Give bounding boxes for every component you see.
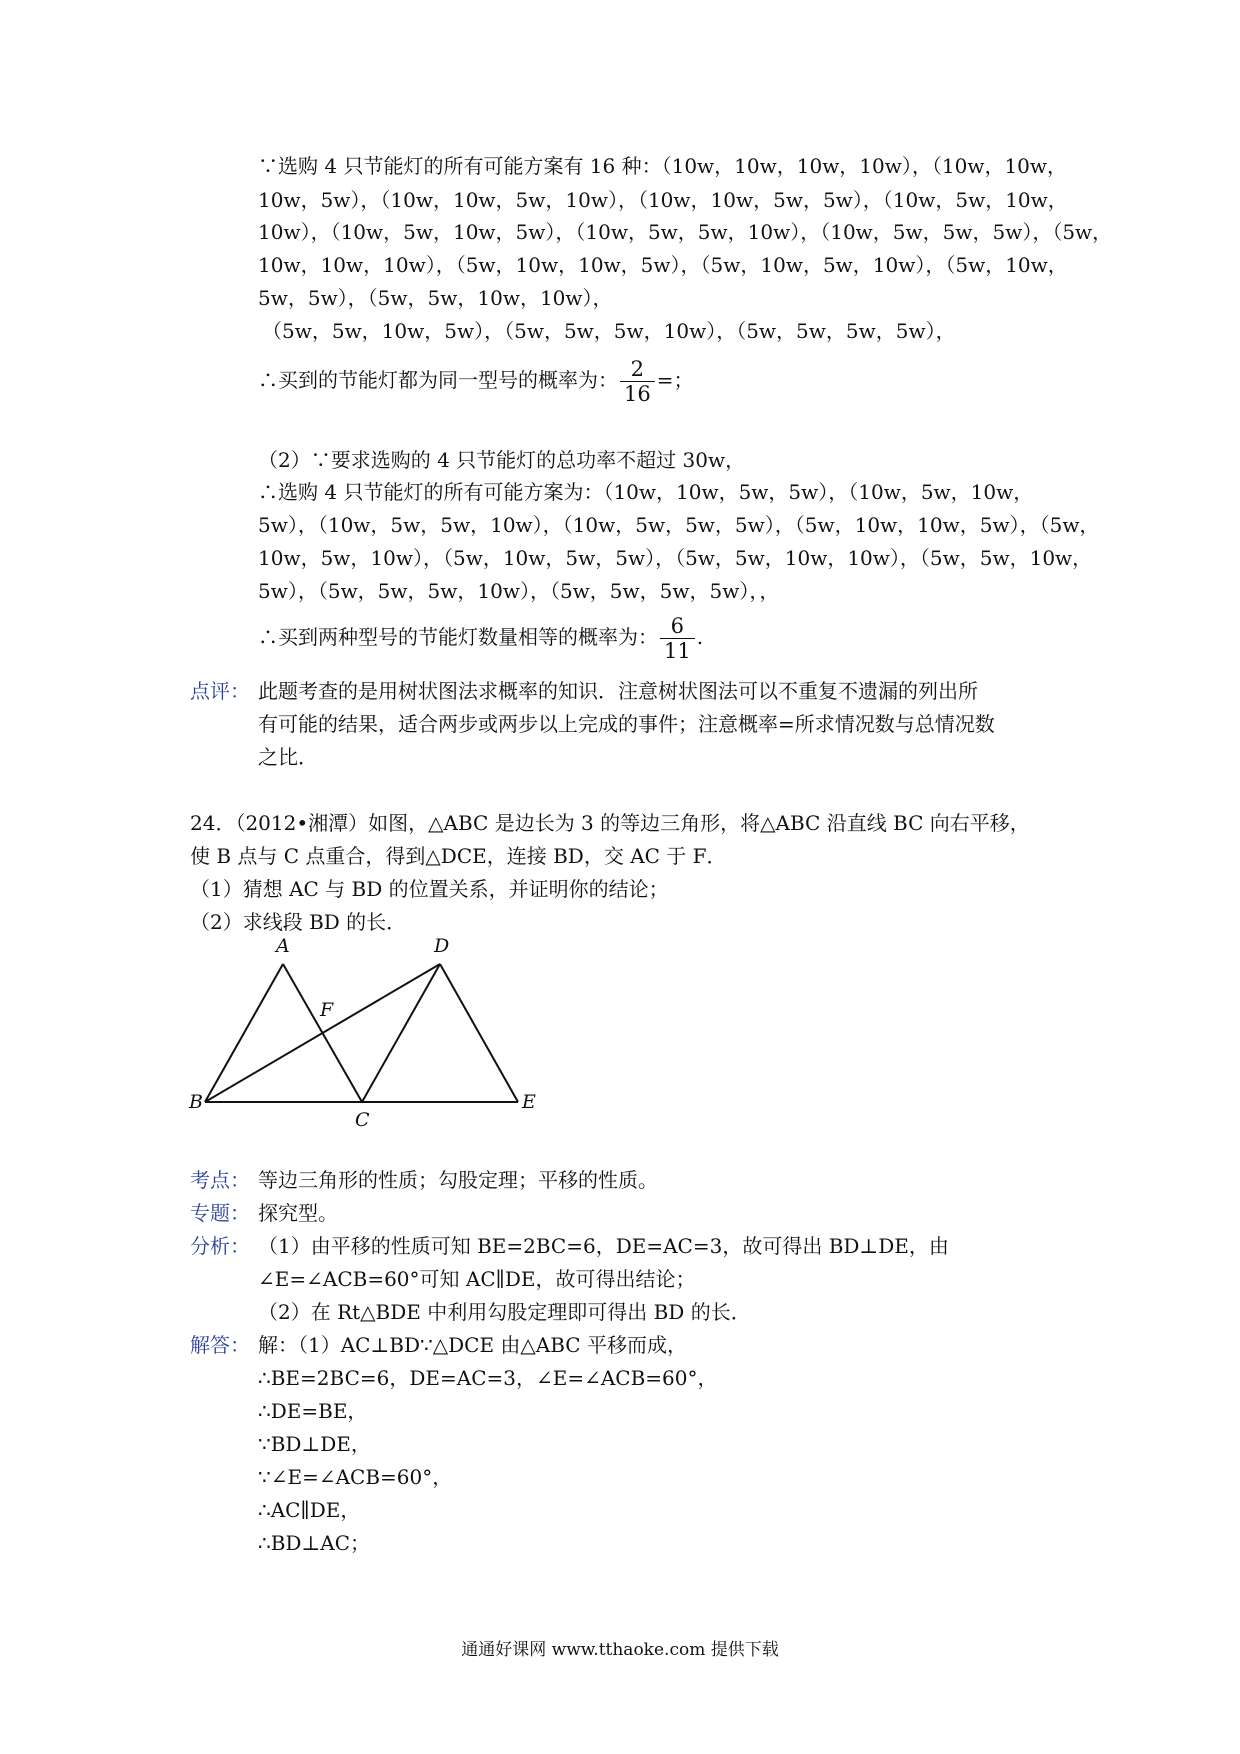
text-line: 5w，5w），（5w，5w，10w，10w）， xyxy=(258,286,613,310)
probability-line-2 xyxy=(258,609,703,665)
after-text: =； xyxy=(656,368,694,392)
fraction-denominator: 11 xyxy=(664,639,691,663)
text-line: 10w，5w，10w），（5w，10w，5w，5w），（5w，5w，10w，10w），（5w，5w，10w， xyxy=(258,546,1093,570)
text-line: 10w），（10w，5w，10w，5w），（10w，5w，5w，10w），（10w，5w，5w，5w），（5w， xyxy=(258,220,1113,244)
after-text: . xyxy=(696,625,704,649)
label-c: C xyxy=(355,1109,370,1131)
jieda-line: ∴DE=BE， xyxy=(258,1399,368,1423)
comment-line: 此题考查的是用树状图法求概率的知识．注意树状图法可以不重复不遗漏的列出所 xyxy=(258,679,978,703)
question-line: 使 B 点与 C 点重合，得到△DCE，连接 BD，交 AC 于 F． xyxy=(190,844,727,868)
question-line: （2）求线段 BD 的长． xyxy=(190,910,407,934)
text-line: （2）∵要求选购的 4 只节能灯的总功率不超过 30w， xyxy=(258,448,746,472)
jieda-line: 解：（1）AC⊥BD∵△DCE 由△ABC 平移而成， xyxy=(258,1333,687,1357)
conclusion-text: ∴买到两种型号的节能灯数量相等的概率为： xyxy=(258,625,658,649)
fraction-numerator: 2 xyxy=(620,357,655,382)
jieda-label: 解答： xyxy=(190,1333,250,1357)
question-line: 24．（2012•湘潭）如图，△ABC 是边长为 3 的等边三角形，将△ABC 沿直线 BC 向右平移， xyxy=(190,811,1030,835)
jieda-line: ∴BE=2BC=6，DE=AC=3，∠E=∠ACB=60°， xyxy=(258,1366,718,1390)
text-line: 10w，10w，10w），（5w，10w，10w，5w），（5w，10w，5w，10w），（5w，10w， xyxy=(258,253,1068,277)
label-d: D xyxy=(434,935,450,957)
jieda-line: ∵∠E=∠ACB=60°， xyxy=(258,1465,453,1489)
zhuanti-text: 探究型。 xyxy=(258,1201,338,1225)
comment-line: 有可能的结果，适合两步或两步以上完成的事件；注意概率=所求情况数与总情况数 xyxy=(258,712,995,736)
page-footer: 通通好课网 www.tthaoke.com 提供下载 xyxy=(461,1640,779,1660)
segment-de xyxy=(440,964,518,1102)
jieda-line: ∴AC∥DE， xyxy=(258,1498,361,1522)
question-line: （1）猜想 AC 与 BD 的位置关系，并证明你的结论； xyxy=(190,877,669,901)
conclusion-text: ∴买到的节能灯都为同一型号的概率为： xyxy=(258,368,618,392)
jieda-line: ∵BD⊥DE， xyxy=(258,1432,371,1456)
fraction-numerator: 6 xyxy=(660,614,695,639)
fenxi-line: （2）在 Rt△BDE 中利用勾股定理即可得出 BD 的长． xyxy=(258,1300,751,1324)
fenxi-line: （1）由平移的性质可知 BE=2BC=6，DE=AC=3，故可得出 BD⊥DE，由 xyxy=(258,1234,949,1258)
text-line: ∴选购 4 只节能灯的所有可能方案为：（10w，10w，5w，5w），（10w，5w，10w， xyxy=(258,480,1034,504)
jieda-line: ∴BD⊥AC； xyxy=(258,1531,371,1555)
fenxi-label: 分析： xyxy=(190,1234,250,1258)
fenxi-line: ∠E=∠ACB=60°可知 AC∥DE，故可得出结论； xyxy=(258,1267,696,1291)
fraction xyxy=(660,614,695,663)
segment-ab xyxy=(205,964,283,1102)
label-a: A xyxy=(276,935,290,957)
segment-bd xyxy=(205,964,440,1102)
kaodian-text: 等边三角形的性质；勾股定理；平移的性质。 xyxy=(258,1168,658,1192)
text-line: ∵选购 4 只节能灯的所有可能方案有 16 种：（10w，10w，10w，10w），（10w，10w， xyxy=(258,154,1068,178)
text-line: 5w），（5w，5w，5w，10w），（5w，5w，5w，5w），， xyxy=(258,579,780,603)
text-line: 5w），（10w，5w，5w，10w），（10w，5w，5w，5w），（5w，10w，10w，5w），（5w， xyxy=(258,513,1100,537)
comment-label: 点评： xyxy=(190,679,250,703)
fraction xyxy=(620,357,655,406)
segment-cd xyxy=(362,964,440,1102)
probability-line-1 xyxy=(258,352,694,408)
label-f: F xyxy=(320,999,334,1021)
geometry-figure xyxy=(180,930,550,1135)
kaodian-label: 考点： xyxy=(190,1168,250,1192)
label-b: B xyxy=(189,1091,203,1113)
text-line: （5w，5w，10w，5w），（5w，5w，5w，10w），（5w，5w，5w，5w）， xyxy=(262,319,956,343)
fraction-denominator: 16 xyxy=(624,382,651,406)
comment-line: 之比． xyxy=(258,745,318,769)
text-line: 10w，5w），（10w，10w，5w，10w），（10w，10w，5w，5w），（10w，5w，10w， xyxy=(258,188,1068,212)
label-e: E xyxy=(522,1091,536,1113)
zhuanti-label: 专题： xyxy=(190,1201,250,1225)
